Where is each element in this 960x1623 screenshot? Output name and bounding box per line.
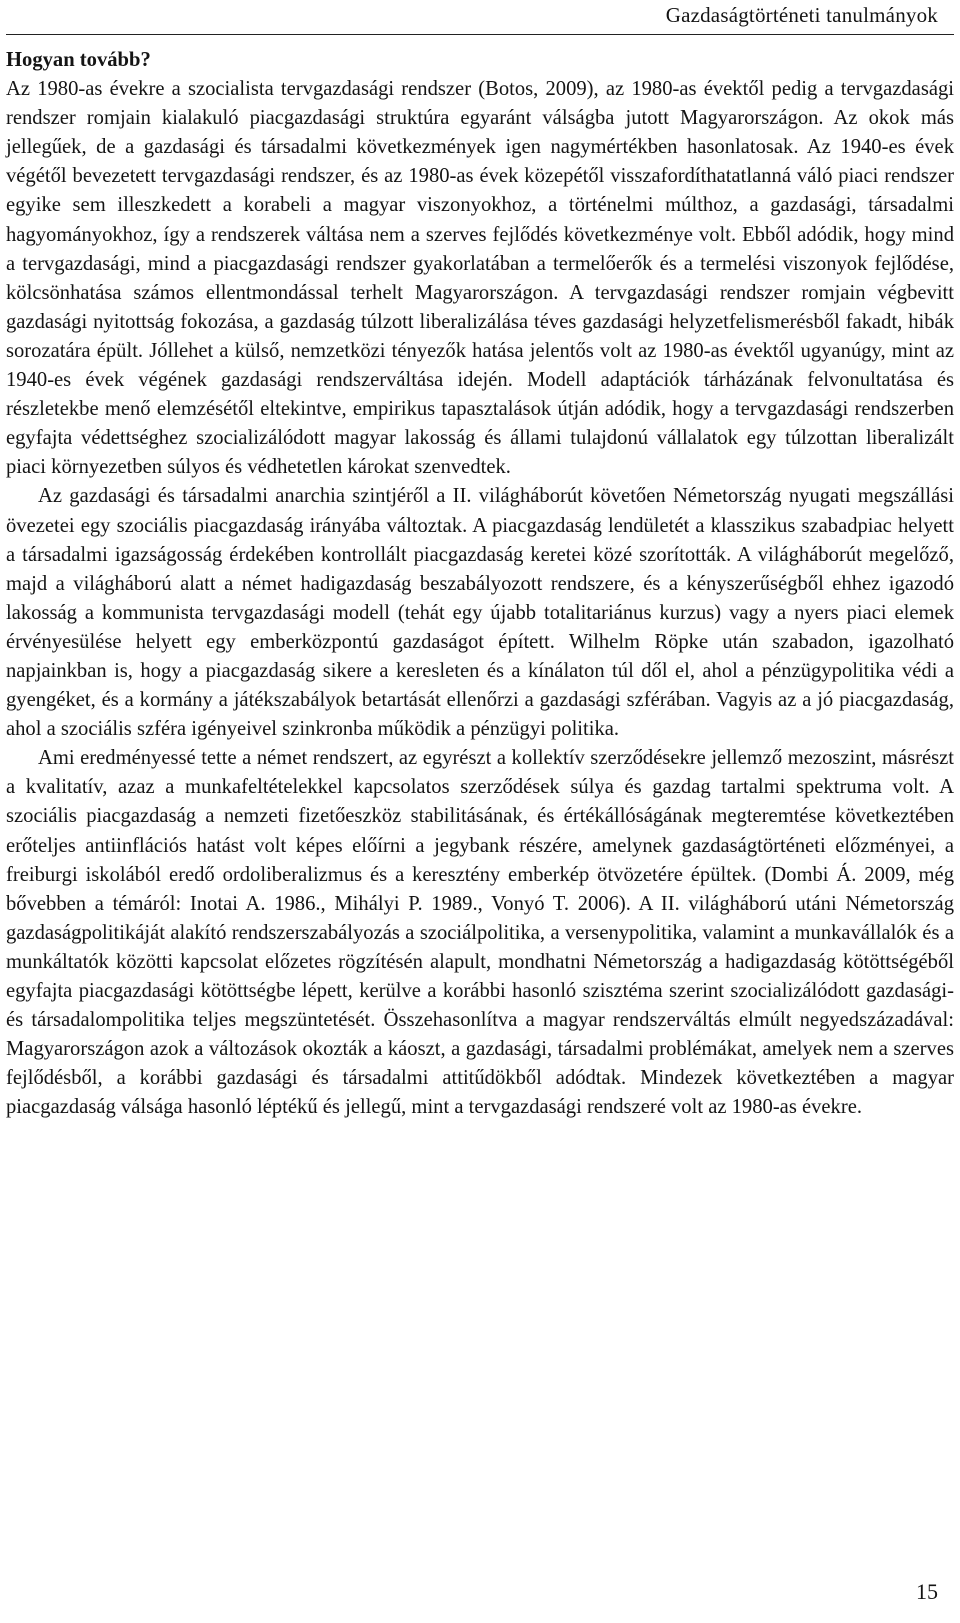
paragraph-3: Ami eredményessé tette a német rendszert, az egyrészt a kollektív szerződésekre jellemző mezoszint, másrészt a kvalitatív, azaz a munkafeltételekkel kapcsolatos szerződések súlya és gazdag tartalmi spektruma volt. A szociális piacgazdaság a nemzeti fizetőeszköz stabilitásának, és értékállóságának megteremtése következtében erőteljes antiinflációs hatást volt képes előírni a jegybank részére, amelynek gazdaságtörténeti előzményei, a freiburgi iskolából eredő ordoliberalizmus és a keresztény emberkép ötvözetére épültek. (Dombi Á. 2009, még bővebben a témáról: Inotai A. 1986., Mihályi P. 1989., Vonyó T. 2006). A II. világháború utáni Németország gazdaságpolitikáját alakító rendszerszabályozás a szociálpolitika, a versenypolitika, valamint a munkavállalók és a munkáltatók közötti kapcsolat előzetes rögzítésén alapult, mondhatni Németország a hadigazdaság kötöttségéből egyfajta piacgazdasági kötöttségbe lépett, kerülve a korábbi hasonló szisztéma szerint szocializálódott gazdasági- és társadalompolitika teljes megszüntetését. Összehasonlítva a magyar rendszerváltás elmúlt negyedszázadával: Magyarországon azok a változások okozták a káoszt, a gazdasági, társadalmi problémákat, amelyek nem a szerves fejlődésből, a korábbi gazdasági és társadalmi attitűdökből adódtak. Mindezek következtében a magyar piacgazdaság válsága hasonló léptékű és jellegű, mint a tervgazdasági rendszeré volt az 1980-as évekre. bbox=[6, 747, 954, 1119]
section-title: Hogyan tovább? bbox=[6, 49, 151, 71]
page-number: 15 bbox=[916, 1579, 938, 1604]
paragraph-1: Az 1980-as évekre a szocialista tervgazdasági rendszer (Botos, 2009), az 1980-as évektől pedig a tervgazdasági rendszer romjain kialakuló piacgazdasági struktúra egyaránt válságba jutott Magyarországon. Az okok más jellegűek, de a gazdasági és társadalmi következmények igen nagymértékben hasonlatosak. Az 1940-es évek végétől bevezetett tervgazdasági rendszer, és az 1980-as évek közepétől visszafordíthatatlanná váló piaci rendszer egyike sem illeszkedett a korabeli a magyar viszonyokhoz, a történelmi múlthoz, a gazdasági, társadalmi hagyományokhoz, így a rendszerek váltása nem a szerves fejlődés következménye volt. Ebből adódik, hogy mind a tervgazdasági, mind a piacgazdasági rendszer gyakorlatában a termelőerők és a termelési viszonyok fejlődése, kölcsönhatása számos ellentmondással terhelt Magyarországon. A tervgazdasági rendszer romjain végbevitt gazdasági nyitottság fokozása, a gazdaság túlzott liberalizálása téves gazdasági helyzetfelismerésből fakadt, hibák sorozatára épült. Jóllehet a külső, nemzetközi tényezők hatása jelentős volt az 1980-as évektől ugyanúgy, mint az 1940-es évek végének gazdasági rendszerváltása idején. Modell adaptációk tárházának felvonultatása és részletekbe menő elemzésétől eltekintve, empirikus tapasztalások útján adódik, hogy a tervgazdasági rendszerben egyfajta védettséghez szocializálódott magyar lakosság és állami tulajdonú vállalatok egy túlzottan liberalizált piaci környezetben súlyos és védhetetlen károkat szenvedtek. bbox=[6, 78, 954, 479]
header-rule bbox=[6, 34, 954, 35]
running-header: Gazdaságtörténeti tanulmányok bbox=[665, 3, 938, 27]
paragraph-2: Az gazdasági és társadalmi anarchia szintjéről a II. világháborút követően Németország nyugati megszállási övezetei egy szociális piacgazdaság irányába változtak. A piacgazdaság lendületét a klasszikus szabadpiac helyett a társadalmi igazságosság érdekében kontrollált piacgazdaság keretei közé szorították. A világháborút megelőző, majd a világháború alatt a német hadigazdaság beszabályozott rendszere, és a kényszerűségből ehhez igazodó lakosság a kommunista tervgazdasági modell (tehát egy újabb totalitariánus kurzus) vagy a nyers piaci elemek érvényesülése helyett egy emberközpontú gazdaságot épített. Wilhelm Röpke után szabadon, igazolható napjainkban is, hogy a piacgazdaság sikere a keresleten és a kínálaton túl dől el, ahol a pénzügypolitika védi a gyengéket, és a kormány a játékszabályok betartását ellenőrzi a gazdasági szférában. Vagyis az a jó piacgazdaság, ahol a szociális szféra igényeivel szinkronba működik a pénzügyi politika. bbox=[6, 485, 954, 741]
article-body bbox=[6, 46, 954, 1122]
